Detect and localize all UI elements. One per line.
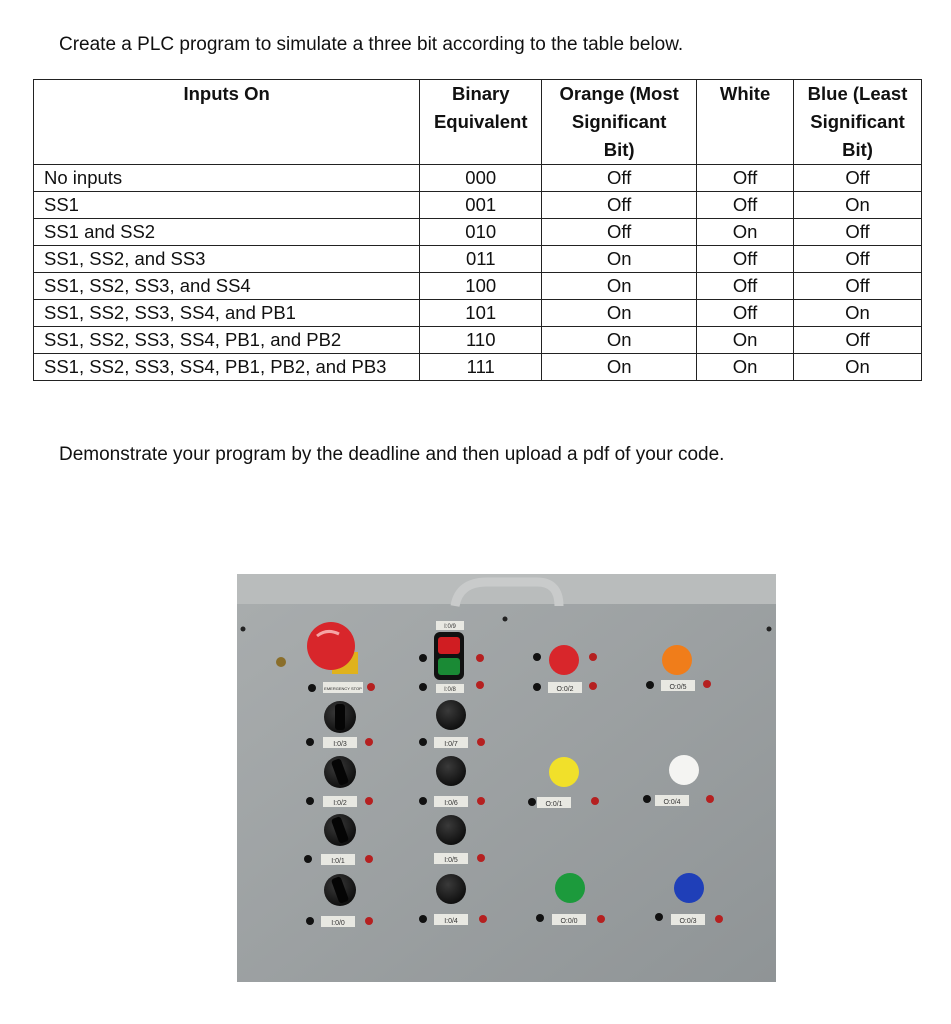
cell-blue: Off	[794, 165, 922, 192]
label-o03: O:0/3	[679, 918, 697, 925]
cell-blue: Off	[794, 327, 922, 354]
cell-inputs: No inputs	[34, 165, 420, 192]
label-i05: I:0/5	[444, 857, 458, 864]
label-o04: O:0/4	[663, 799, 681, 806]
table-row	[34, 327, 922, 354]
cell-white: Off	[697, 246, 794, 273]
cell-inputs: SS1, SS2, SS3, SS4, PB1, and PB2	[34, 327, 420, 354]
cell-white: Off	[697, 300, 794, 327]
cell-inputs: SS1, SS2, SS3, SS4, and PB1	[34, 300, 420, 327]
cell-blue: Off	[794, 246, 922, 273]
cell-white: Off	[697, 165, 794, 192]
label-o00: O:0/0	[560, 918, 578, 925]
emergency-stop-label: EMERGENCY STOP	[324, 686, 362, 691]
cell-inputs: SS1, SS2, and SS3	[34, 246, 420, 273]
table-row	[34, 300, 922, 327]
red-light-icon	[549, 645, 579, 675]
cell-orange: Off	[542, 219, 697, 246]
cell-binary: 111	[420, 354, 542, 381]
cell-binary: 110	[420, 327, 542, 354]
cell-blue: Off	[794, 219, 922, 246]
header-inputs-on: Inputs On	[34, 80, 420, 165]
cell-binary: 001	[420, 192, 542, 219]
label-i08: I:0/8	[444, 687, 456, 693]
header-white: White	[697, 80, 794, 165]
plc-panel-photo	[237, 574, 776, 982]
label-i03: I:0/3	[333, 741, 347, 748]
label-i04: I:0/4	[444, 918, 458, 925]
cell-white: Off	[697, 192, 794, 219]
label-i07: I:0/7	[444, 741, 458, 748]
cell-inputs: SS1 and SS2	[34, 219, 420, 246]
label-o01: O:0/1	[545, 801, 563, 808]
table-row	[34, 165, 922, 192]
label-i02: I:0/2	[333, 800, 347, 807]
truth-table	[33, 79, 922, 381]
cell-binary: 010	[420, 219, 542, 246]
cell-blue: On	[794, 300, 922, 327]
cell-orange: On	[542, 300, 697, 327]
cell-white: On	[697, 219, 794, 246]
cell-inputs: SS1	[34, 192, 420, 219]
cell-orange: Off	[542, 192, 697, 219]
label-i00: I:0/0	[331, 920, 345, 927]
cell-white: On	[697, 354, 794, 381]
label-i06: I:0/6	[444, 800, 458, 807]
white-light-icon	[669, 755, 699, 785]
cell-white: Off	[697, 273, 794, 300]
cell-orange: On	[542, 273, 697, 300]
green-light-icon	[555, 873, 585, 903]
cell-orange: Off	[542, 165, 697, 192]
cell-blue: Off	[794, 273, 922, 300]
header-orange: Orange (Most Significant Bit)	[542, 80, 697, 165]
table-row	[34, 246, 922, 273]
table-row	[34, 273, 922, 300]
cell-orange: On	[542, 327, 697, 354]
blue-light-icon	[674, 873, 704, 903]
cell-orange: On	[542, 246, 697, 273]
header-blue: Blue (Least Significant Bit)	[794, 80, 922, 165]
label-i01: I:0/1	[331, 858, 345, 865]
label-o02: O:0/2	[556, 686, 574, 693]
table-row	[34, 219, 922, 246]
yellow-light-icon	[549, 757, 579, 787]
cell-binary: 000	[420, 165, 542, 192]
label-i09: I:0/9	[444, 624, 456, 630]
cell-inputs: SS1, SS2, SS3, SS4, PB1, PB2, and PB3	[34, 354, 420, 381]
cell-binary: 011	[420, 246, 542, 273]
orange-light-icon	[662, 645, 692, 675]
header-binary-equivalent: Binary Equivalent	[420, 80, 542, 165]
cell-blue: On	[794, 354, 922, 381]
cell-inputs: SS1, SS2, SS3, and SS4	[34, 273, 420, 300]
cell-binary: 100	[420, 273, 542, 300]
cell-blue: On	[794, 192, 922, 219]
cell-orange: On	[542, 354, 697, 381]
demonstrate-text: Demonstrate your program by the deadline and then upload a pdf of your code.	[59, 444, 725, 465]
table-row	[34, 192, 922, 219]
instruction-text: Create a PLC program to simulate a three bit according to the table below.	[59, 34, 684, 55]
cell-binary: 101	[420, 300, 542, 327]
table-header-row	[34, 80, 922, 165]
cell-white: On	[697, 327, 794, 354]
label-o05: O:0/5	[669, 684, 687, 691]
table-row	[34, 354, 922, 381]
